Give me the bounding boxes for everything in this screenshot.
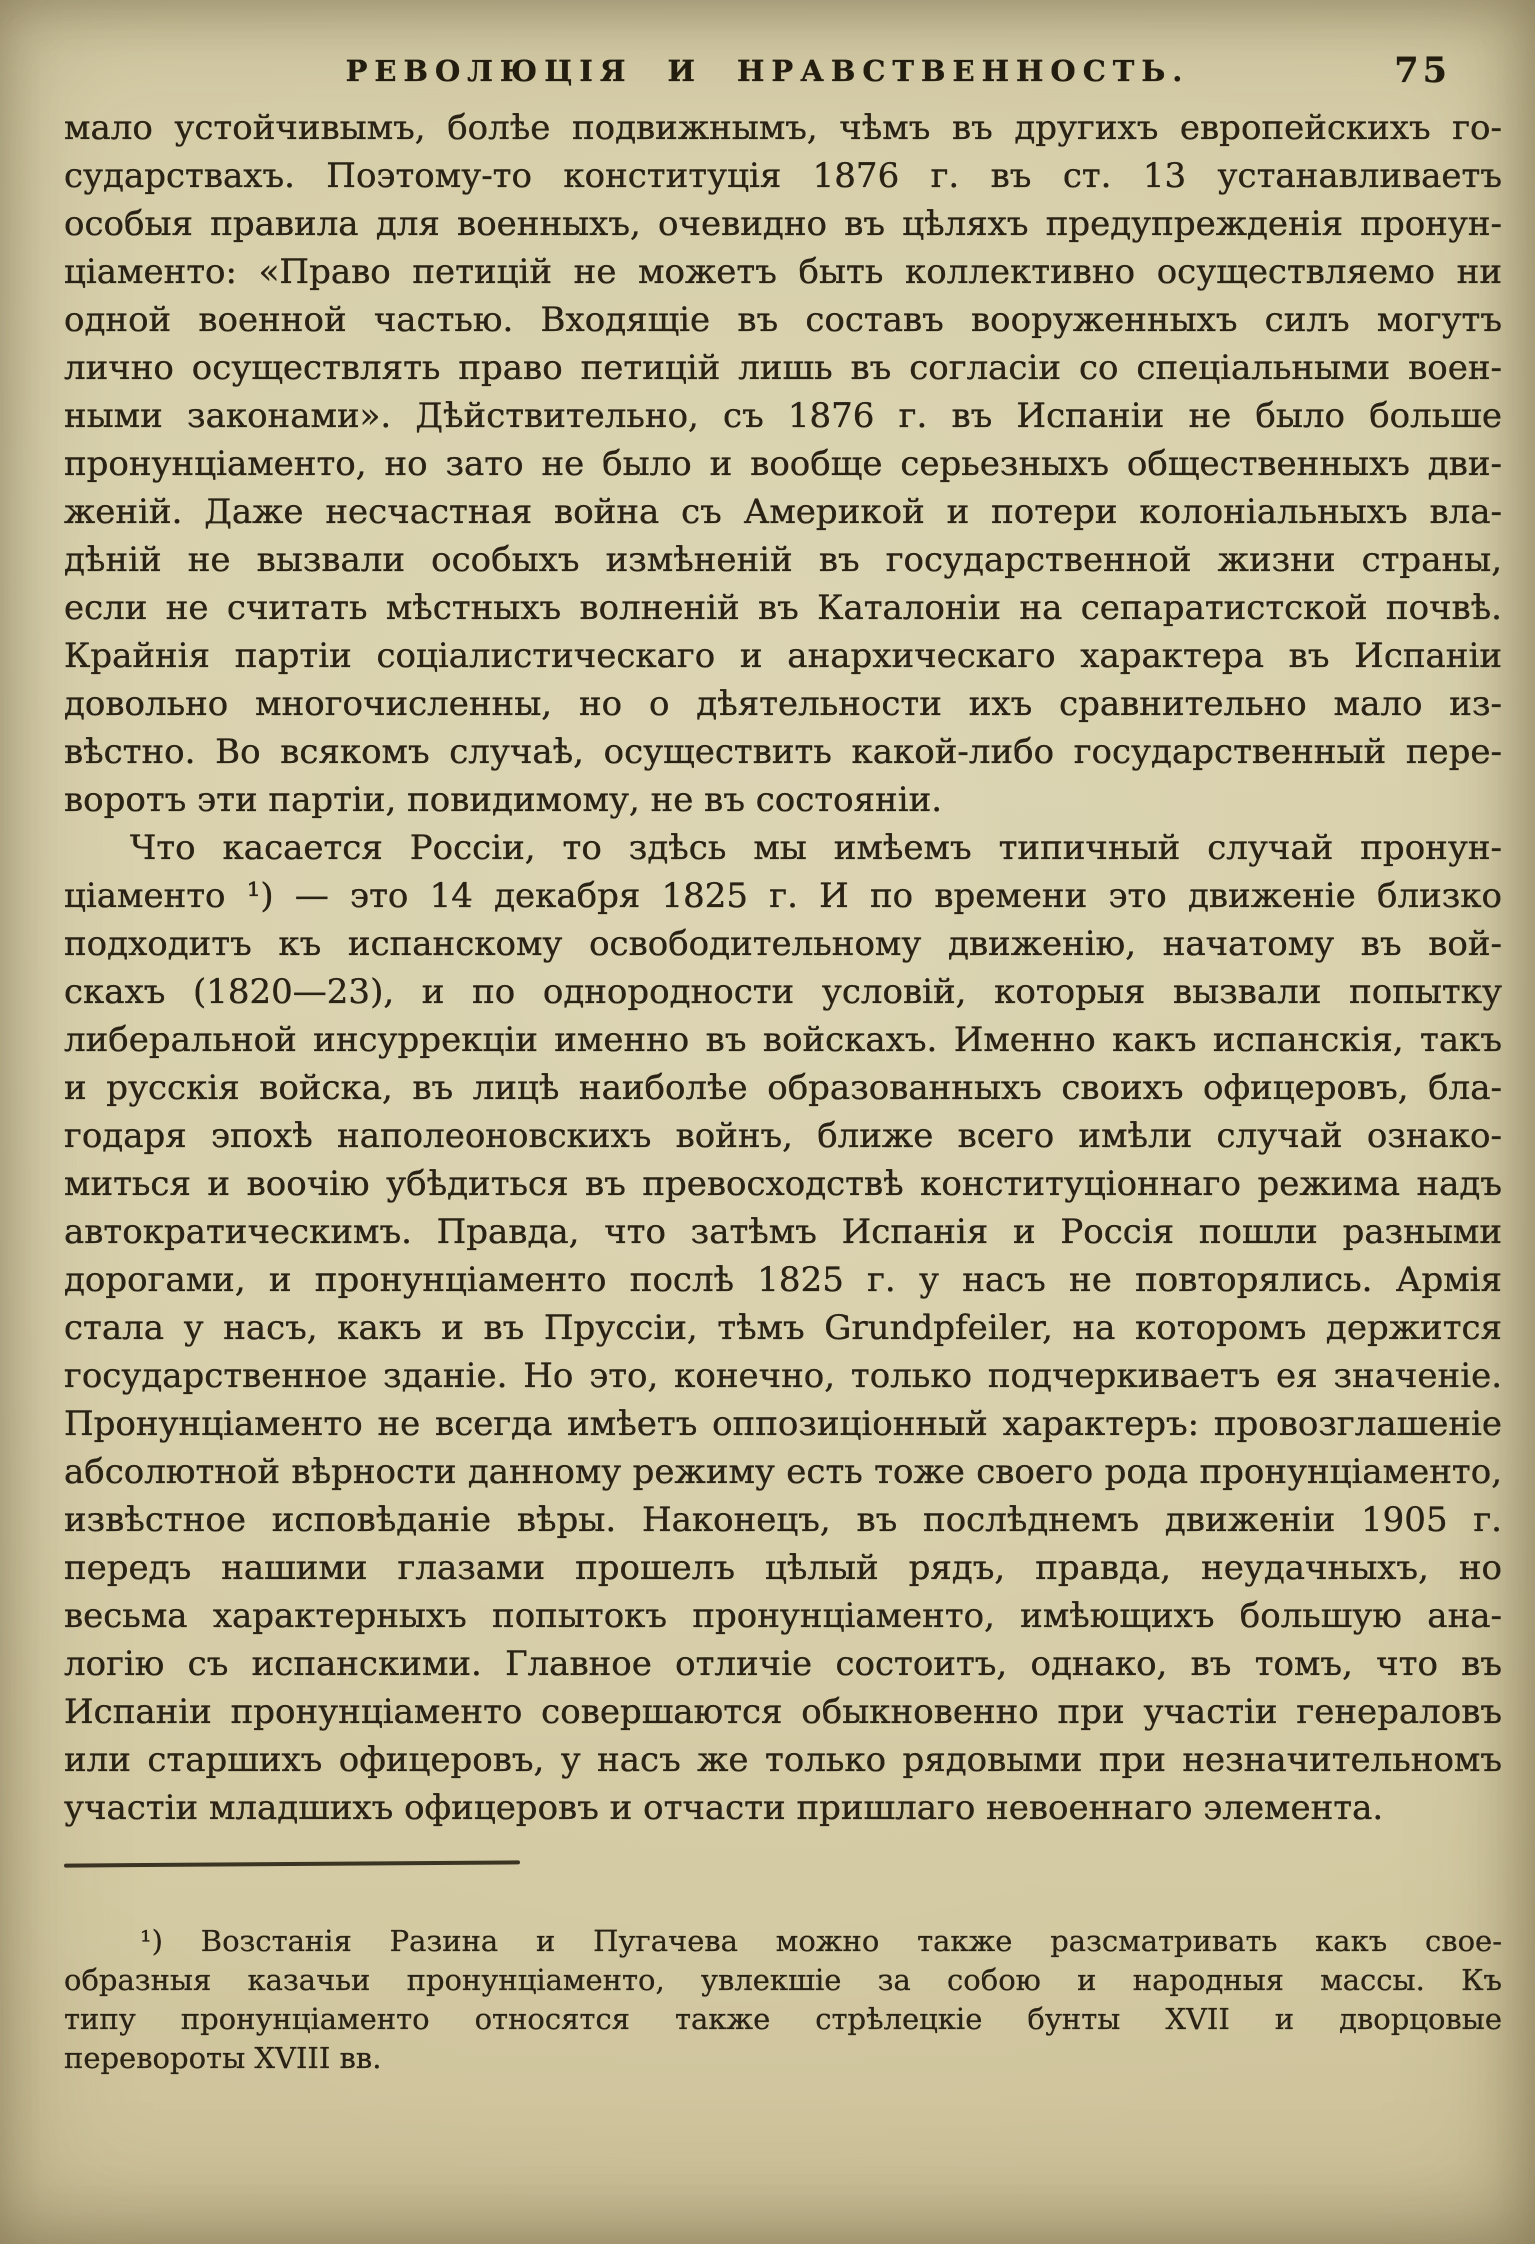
text-line: если не считать мѣстныхъ волненій въ Каталоніи на сепаратистской почвѣ. xyxy=(64,588,1502,628)
text-line: Крайнія партіи соціалистическаго и анархическаго характера въ Испаніи xyxy=(64,636,1502,676)
footnote xyxy=(64,1922,1502,2078)
text-line: пронунціаменто, но зато не было и вообще серьезныхъ общественныхъ дви- xyxy=(64,444,1502,484)
text-line: весьма характерныхъ попытокъ пронунціаменто, имѣющихъ большую ана- xyxy=(64,1596,1502,1636)
text-line: сударствахъ. Поэтому-то конституція 1876 г. въ ст. 13 устанавливаетъ xyxy=(64,156,1502,196)
footnote-separator xyxy=(64,1860,520,1867)
text-line: ными законами». Дѣйствительно, съ 1876 г. въ Испаніи не было больше xyxy=(64,396,1502,436)
text-line: миться и воочію убѣдиться въ превосходствѣ конституціоннаго режима надъ xyxy=(64,1164,1502,1204)
text-line: дѣній не вызвали особыхъ измѣненій въ государственной жизни страны, xyxy=(64,540,1502,580)
text-line: лично осуществлять право петицій лишь въ согласіи со спеціальными воен- xyxy=(64,348,1502,388)
text-line: типу пронунціаменто относятся также стрѣлецкіе бунты XVII и дворцовые xyxy=(64,2002,1502,2036)
paragraph xyxy=(64,104,1502,824)
text-line: или старшихъ офицеровъ, у насъ же только рядовыми при незначительномъ xyxy=(64,1740,1502,1780)
text-line: абсолютной вѣрности данному режиму есть тоже своего рода пронунціаменто, xyxy=(64,1452,1502,1492)
text-line: особыя правила для военныхъ, очевидно въ цѣляхъ предупрежденія пронун- xyxy=(64,204,1502,244)
text-line: вѣстно. Во всякомъ случаѣ, осуществить какой-либо государственный пере- xyxy=(64,732,1502,772)
text-line: стала у насъ, какъ и въ Пруссіи, тѣмъ Grundpfeiler, на которомъ держится xyxy=(64,1308,1502,1348)
text-line: скахъ (1820—23), и по однородности условій, которыя вызвали попытку xyxy=(64,972,1502,1012)
page-number: 75 xyxy=(1394,50,1451,91)
text-line: подходитъ къ испанскому освободительному движенію, начатому въ вой- xyxy=(64,924,1502,964)
text-line: дорогами, и пронунціаменто послѣ 1825 г. у насъ не повторялись. Армія xyxy=(64,1260,1502,1300)
text-line: участіи младшихъ офицеровъ и отчасти пришлаго невоеннаго элемента. xyxy=(64,1788,1384,1828)
text-line: извѣстное исповѣданіе вѣры. Наконецъ, въ послѣднемъ движеніи 1905 г. xyxy=(64,1500,1502,1540)
text-line: годаря эпохѣ наполеоновскихъ войнъ, ближе всего имѣли случай ознако- xyxy=(64,1116,1502,1156)
paragraph xyxy=(64,1922,1502,2078)
text-line: Пронунціаменто не всегда имѣетъ оппозиціонный характеръ: провозглашеніе xyxy=(64,1404,1502,1444)
body-text xyxy=(64,104,1502,1832)
text-line: и русскія войска, въ лицѣ наиболѣе образованныхъ своихъ офицеровъ, бла- xyxy=(64,1068,1502,1108)
text-line: женій. Даже несчастная война съ Америкой и потери колоніальныхъ вла- xyxy=(64,492,1502,532)
text-line: Что касается Россіи, то здѣсь мы имѣемъ типичный случай пронун- xyxy=(130,828,1502,868)
text-line: ¹) Возстанія Разина и Пугачева можно также разсматривать какъ свое- xyxy=(140,1924,1502,1958)
text-line: государственное зданіе. Но это, конечно, только подчеркиваетъ ея значеніе. xyxy=(64,1356,1502,1396)
text-line: ціаменто ¹) — это 14 декабря 1825 г. И по времени это движеніе близко xyxy=(64,876,1502,916)
text-line: Испаніи пронунціаменто совершаются обыкновенно при участіи генераловъ xyxy=(64,1692,1502,1732)
text-line: довольно многочисленны, но о дѣятельности ихъ сравнительно мало из- xyxy=(64,684,1502,724)
text-line: воротъ эти партіи, повидимому, не въ состояніи. xyxy=(64,780,943,820)
text-line: либеральной инсуррекціи именно въ войскахъ. Именно какъ испанскія, такъ xyxy=(64,1020,1502,1060)
text-line: ціаменто: «Право петицій не можетъ быть коллективно осуществляемо ни xyxy=(64,252,1502,292)
running-header-title: РЕВОЛЮЦІЯ И НРАВСТВЕННОСТЬ. xyxy=(345,54,1190,88)
text-line: передъ нашими глазами прошелъ цѣлый рядъ, правда, неудачныхъ, но xyxy=(64,1548,1502,1588)
text-line: образныя казачьи пронунціаменто, увлекшіе за собою и народныя массы. Къ xyxy=(64,1963,1502,1997)
text-line: автократическимъ. Правда, что затѣмъ Испанія и Россія пошли разными xyxy=(64,1212,1502,1252)
text-line: мало устойчивымъ, болѣе подвижнымъ, чѣмъ въ другихъ европейскихъ го- xyxy=(64,108,1502,148)
paragraph xyxy=(64,824,1502,1832)
text-line: перевороты XVIII вв. xyxy=(64,2041,382,2075)
text-line: логію съ испанскими. Главное отличіе состоитъ, однако, въ томъ, что въ xyxy=(64,1644,1502,1684)
text-line: одной военной частью. Входящіе въ составъ вооруженныхъ силъ могутъ xyxy=(64,300,1502,340)
